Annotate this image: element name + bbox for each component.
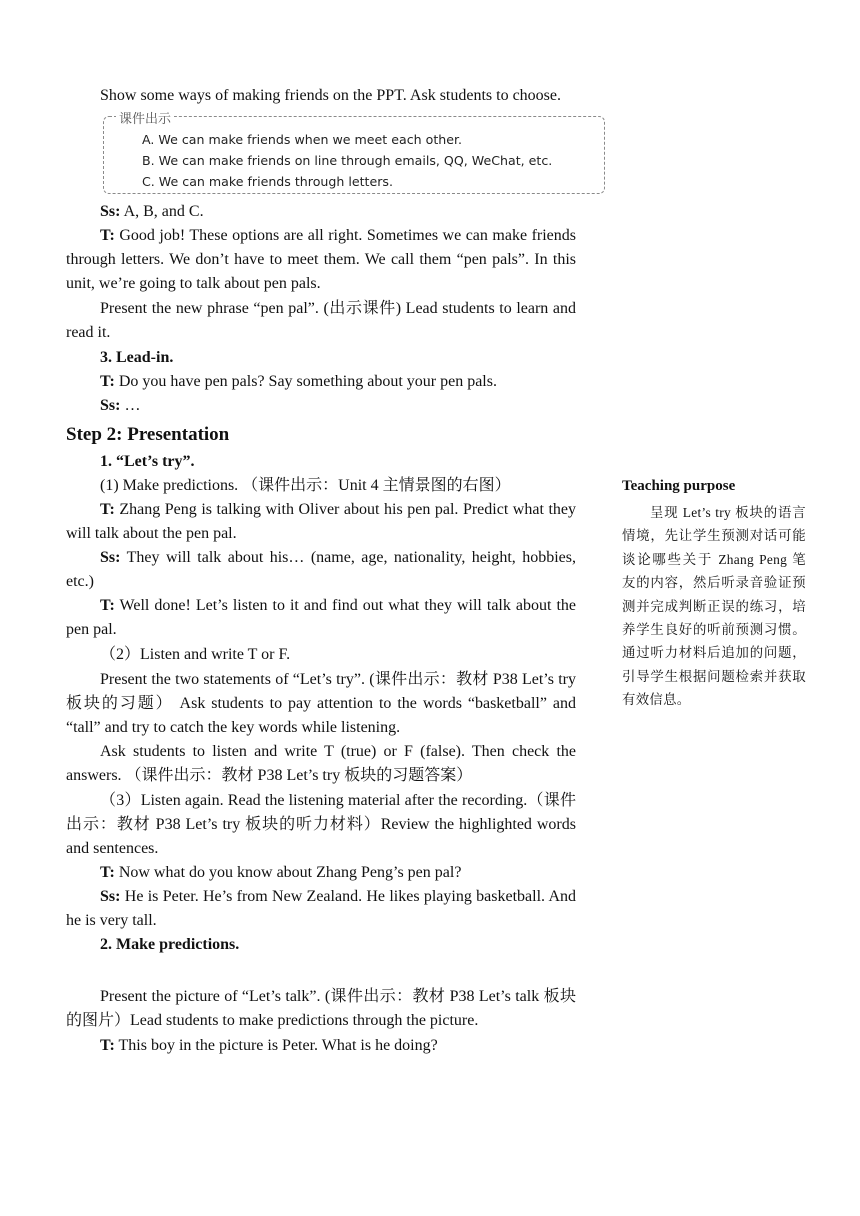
subsection-heading: 1. “Let’s try”. xyxy=(100,453,195,470)
speaker-label: T: xyxy=(100,1037,115,1054)
dialogue-line xyxy=(66,594,576,642)
dialogue-line xyxy=(66,1034,576,1058)
dialogue-line xyxy=(66,546,576,594)
instruction-paragraph: Present the picture of “Let’s talk”. (课件出示：教材 P38 Let’s talk 板块的图片）Lead students to make predictions through the picture. xyxy=(66,988,576,1029)
teaching-purpose-note xyxy=(622,478,806,712)
subsection-heading: 2. Make predictions. xyxy=(100,936,240,953)
step-heading: Step 2: Presentation xyxy=(66,424,230,445)
instruction-paragraph: Ask students to listen and write T (true) or F (false). Then check the answers. （课件出示：教材 P38 Let’s try 板块的习题答案） xyxy=(66,743,576,784)
dialogue-line xyxy=(66,394,576,418)
dialogue-text: This boy in the picture is Peter. What is he doing? xyxy=(114,1037,438,1054)
dialogue-text: He is Peter. He’s from New Zealand. He likes playing basketball. And he is very tall. xyxy=(66,888,576,929)
speaker-label: T: xyxy=(100,597,115,614)
lesson-body xyxy=(66,84,576,1058)
instruction-paragraph: Present the two statements of “Let’s try”. (课件出示：教材 P38 Let’s try 板块的习题） Ask students to pay attention to the words “basketball” and “tall” and try to catch the key words while listening. xyxy=(66,671,576,736)
speaker-label: Ss: xyxy=(100,203,121,220)
callout-options xyxy=(142,129,552,192)
note-heading: Teaching purpose xyxy=(622,478,736,494)
dialogue-text: Do you have pen pals? Say something about your pen pals. xyxy=(114,373,497,390)
subsection-item: （2）Listen and write T or F. xyxy=(100,646,291,663)
speaker-label: T: xyxy=(100,864,115,881)
dialogue-line xyxy=(66,498,576,546)
dialogue-text: … xyxy=(120,397,141,414)
note-text: 呈现 Let’s try 板块的语言情境，先让学生预测对话可能谈论哪些关于 Zhang Peng 笔友的内容，然后听录音验证预测并完成判断正误的练习，培养学生良好的听前预测习惯。通过听力材料后追加的问题，引导学生根据问题检索并获取有效信息。 xyxy=(622,505,806,708)
dialogue-text: Good job! These options are all right. Sometimes we can make friends through letters. We don’t have to meet them. We call them “pen pals”. In this unit, we’re going to talk about pen pals. xyxy=(66,227,576,292)
dialogue-text: Well done! Let’s listen to it and find out what they will talk about the pen pal. xyxy=(66,597,576,638)
speaker-label: Ss: xyxy=(100,888,121,905)
callout-tag: 课件出示 xyxy=(116,108,174,127)
callout-option-a: A. We can make friends when we meet each other. xyxy=(142,132,463,147)
speaker-label: T: xyxy=(100,227,115,244)
phrase-paragraph: Present the new phrase “pen pal”. (出示课件) Lead students to learn and read it. xyxy=(66,300,576,341)
callout-option-b: B. We can make friends on line through emails, QQ, WeChat, etc. xyxy=(142,153,553,168)
dialogue-line xyxy=(66,224,576,296)
speaker-label: Ss: xyxy=(100,549,121,566)
subsection-item: (1) Make predictions. （课件出示：Unit 4 主情景图的右图） xyxy=(100,477,511,494)
speaker-label: Ss: xyxy=(100,397,121,414)
courseware-callout-box xyxy=(103,112,605,194)
subsection-item: （3）Listen again. Read the listening material after the recording.（课件出示：教材 P38 Let’s try 板块的听力材料）Review the highlighted words and sentences. xyxy=(66,792,576,857)
intro-paragraph: Show some ways of making friends on the PPT. Ask students to choose. xyxy=(100,87,562,104)
dialogue-text: A, B, and C. xyxy=(120,203,204,220)
dialogue-text: They will talk about his… (name, age, nationality, height, hobbies, etc.) xyxy=(66,549,576,590)
dialogue-text: Now what do you know about Zhang Peng’s pen pal? xyxy=(114,864,462,881)
dialogue-line xyxy=(66,370,576,394)
callout-option-c: C. We can make friends through letters. xyxy=(142,174,393,189)
speaker-label: T: xyxy=(100,501,115,518)
speaker-label: T: xyxy=(100,373,115,390)
section-heading-leadin: 3. Lead-in. xyxy=(100,349,174,366)
dialogue-line xyxy=(66,861,576,885)
dialogue-line xyxy=(66,200,576,224)
dialogue-line xyxy=(66,885,576,933)
dialogue-text: Zhang Peng is talking with Oliver about his pen pal. Predict what they will talk about the pen pal. xyxy=(66,501,576,542)
